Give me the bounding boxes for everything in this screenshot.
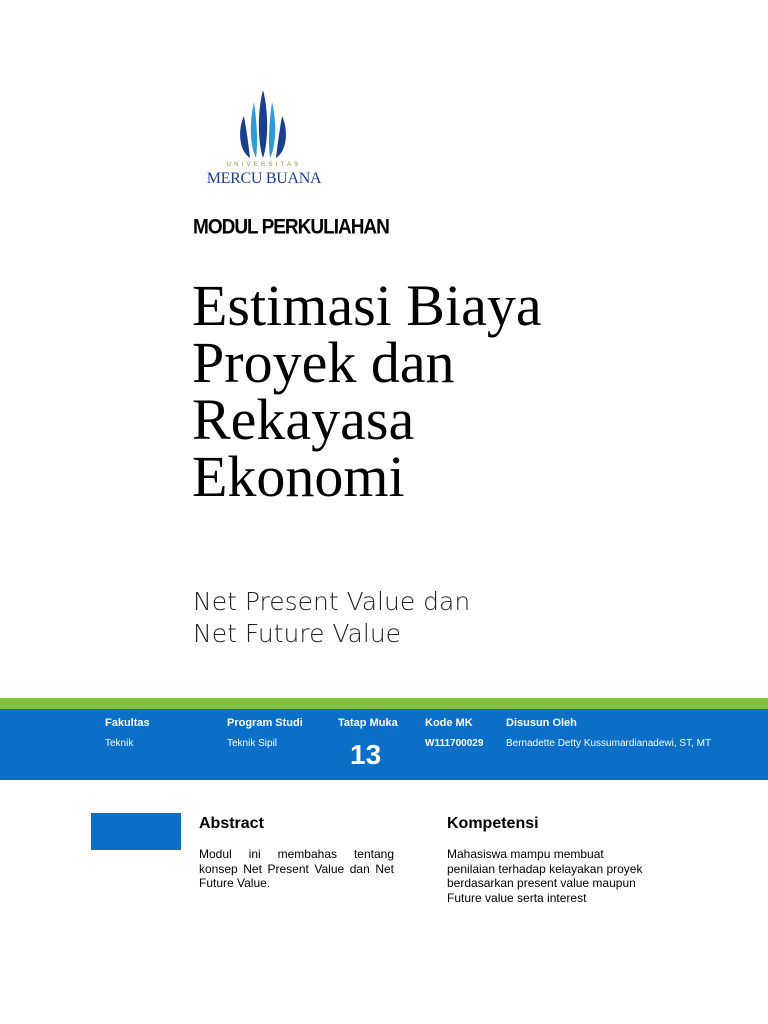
logo-university-name: MERCU BUANA	[206, 170, 322, 187]
title-line: Proyek dan	[192, 330, 455, 395]
document-subtitle	[193, 586, 693, 650]
title-line: Ekonomi	[192, 444, 405, 509]
disusun-oleh-value: Bernadette Detty Kussumardianadewi, ST, MT	[506, 738, 712, 749]
subtitle-line: Net Present Value dan	[193, 587, 471, 616]
abstract-text: Modul ini membahas tentang konsep Net Present Value dan Net Future Value.	[199, 847, 394, 890]
modul-label: MODUL PERKULIAHAN	[193, 216, 389, 240]
title-line: Rekayasa	[192, 387, 415, 452]
document-title	[192, 273, 712, 509]
kompetensi-line: Future value serta interest	[447, 890, 587, 905]
kompetensi-line: Mahasiswa mampu membuat	[447, 847, 604, 861]
university-logo	[196, 86, 332, 194]
kompetensi-line: penilaian terhadap kelayakan proyek	[447, 861, 643, 876]
subtitle-line: Net Future Value	[193, 619, 402, 648]
program-studi-value: Teknik Sipil	[227, 738, 278, 749]
blue-accent-square	[91, 813, 181, 850]
mercu-buana-emblem-icon	[236, 88, 290, 160]
kode-mk-value: W111700029	[425, 738, 484, 749]
title-line: Estimasi Biaya	[192, 273, 542, 338]
kode-mk-label: Kode MK	[425, 717, 473, 729]
fakultas-label: Fakultas	[105, 717, 150, 729]
course-info-bar	[0, 709, 768, 780]
kompetensi-heading: Kompetensi	[447, 815, 539, 832]
kompetensi-text	[447, 847, 707, 905]
fakultas-value: Teknik	[105, 738, 134, 749]
tatap-muka-label: Tatap Muka	[338, 717, 398, 729]
kompetensi-line: berdasarkan present value maupun	[447, 876, 636, 890]
tatap-muka-value: 13	[350, 739, 382, 770]
abstract-heading: Abstract	[199, 815, 264, 832]
green-divider-bar	[0, 698, 768, 709]
program-studi-label: Program Studi	[227, 717, 303, 729]
logo-university-label: UNIVERSITAS	[226, 162, 302, 168]
disusun-oleh-label: Disusun Oleh	[506, 717, 577, 729]
